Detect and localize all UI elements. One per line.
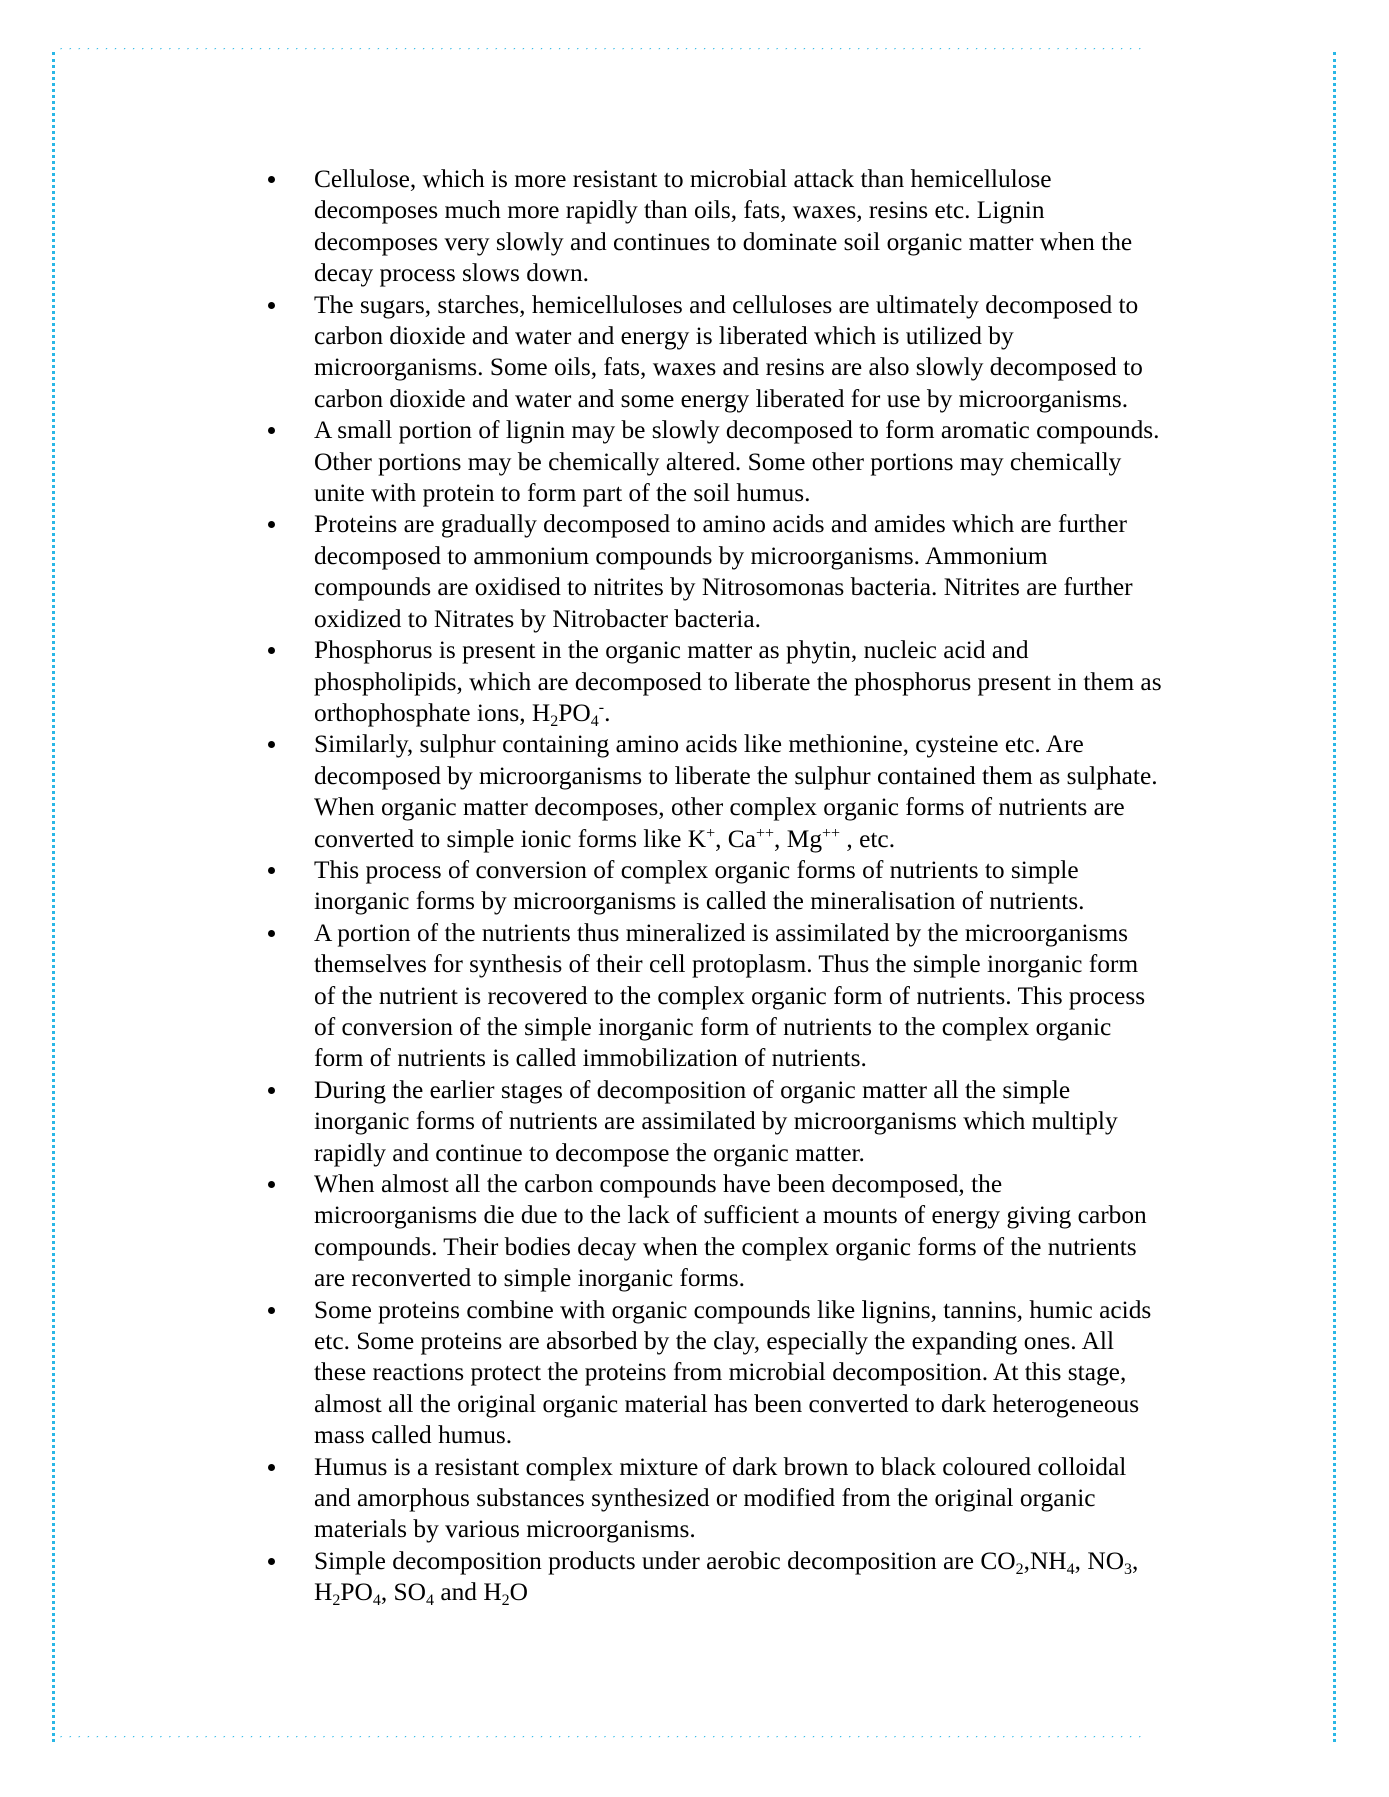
formula-text: . (604, 698, 611, 727)
subscript: 4 (590, 712, 599, 730)
line-text: Simple decomposition products under aerobic decomposition are (314, 1546, 981, 1575)
line-text: oxidized to Nitrates by Nitrobacter bacteria. (314, 604, 761, 633)
line-text: Other portions may be chemically altered. Some other portions may chemically (314, 447, 1122, 476)
line-text: carbon dioxide and water and energy is liberated which is utilized by (314, 322, 1014, 351)
line-text: decomposes very slowly and continues to dominate soil organic matter when the (314, 227, 1133, 256)
line-text: decomposed to ammonium compounds by microorganisms. Ammonium (314, 541, 1048, 570)
line-text: almost all the original organic material has been converted to dark heterogeneous (314, 1389, 1140, 1418)
formula-text: , Mg (774, 824, 823, 853)
line-text: When organic matter decomposes, other complex organic forms of nutrients are (314, 793, 1125, 822)
line-text: orthophosphate ions, (314, 698, 532, 727)
bullet-item (268, 509, 1228, 635)
formula-line (314, 698, 1228, 729)
line-text: compounds are oxidised to nitrites by Nitrosomonas bacteria. Nitrites are further (314, 573, 1133, 602)
line-text: rapidly and continue to decompose the organic matter. (314, 1138, 865, 1167)
line-text: Proteins are gradually decomposed to amino acids and amides which are further (314, 510, 1127, 539)
line-text: Humus is a resistant complex mixture of dark brown to black coloured colloidal (314, 1452, 1127, 1481)
line-text: of conversion of the simple inorganic form of nutrients to the complex organic (314, 1012, 1112, 1041)
bullet-dot-icon (268, 1181, 275, 1188)
border-glyphs: ′′′′′′′′′′′′′′′′′′′′′′′′′′′′′′′′′′′′′′′′′′′′′′′′′′′′′′′′′′′′′′′′′′′′′′′′′′′′′′′′′′′′′′′′′′′′′′′′′′′′′′′′′′′′′′′′′′′′′′′′ (60, 48, 1148, 56)
bullet-dot-icon (268, 647, 275, 654)
bullet-item (268, 1452, 1228, 1546)
bullet-item (268, 1075, 1228, 1169)
line-text: form of nutrients is called immobilization of nutrients. (314, 1044, 867, 1073)
line-text: This process of conversion of complex organic forms of nutrients to simple (314, 855, 1079, 884)
document-body (268, 164, 1228, 1609)
formula-text: and H (433, 1578, 502, 1607)
line-text: carbon dioxide and water and some energy liberated for use by microorganisms. (314, 384, 1129, 413)
line-text: Phosphorus is present in the organic matter as phytin, nucleic acid and (314, 636, 1029, 665)
formula-text: K (687, 824, 707, 853)
bullet-item (268, 918, 1228, 1075)
formula-text: PO (558, 698, 591, 727)
bullet-dot-icon (268, 302, 275, 309)
bullet-dot-icon (268, 1464, 275, 1471)
formula-text: CO (980, 1546, 1016, 1575)
formula-text: , NO (1074, 1546, 1125, 1575)
line-text: microorganisms. Some oils, fats, waxes and resins are also slowly decomposed to (314, 353, 1143, 382)
line-text: decay process slows down. (314, 259, 590, 288)
superscript: + (706, 824, 716, 842)
bullet-dot-icon (268, 1307, 275, 1314)
bullet-item (268, 855, 1228, 918)
line-text: When almost all the carbon compounds have been decomposed, the (314, 1170, 1003, 1198)
line-text: A portion of the nutrients thus mineralized is assimilated by the microorganisms (314, 918, 1129, 947)
superscript: ++ (756, 824, 775, 842)
bullet-list (268, 164, 1228, 1609)
formula-text: ,NH (1023, 1546, 1067, 1575)
bullet-dot-icon (268, 1558, 275, 1565)
bullet-dot-icon (268, 176, 275, 183)
line-text: During the earlier stages of decomposition of organic matter all the simple (314, 1075, 1071, 1104)
line-text: inorganic forms by microorganisms is called the mineralisation of nutrients. (314, 887, 1085, 916)
bullet-dot-icon (268, 521, 275, 528)
bullet-dot-icon (268, 427, 275, 434)
superscript: - (598, 698, 605, 716)
formula-text: H (314, 1578, 333, 1607)
formula-line (314, 824, 1228, 855)
subscript: 4 (425, 1592, 434, 1610)
bullet-item (268, 1169, 1228, 1295)
line-text: A small portion of lignin may be slowly decomposed to form aromatic compounds. (314, 416, 1160, 445)
line-text: Some proteins combine with organic compounds like lignins, tannins, humic acids (314, 1295, 1152, 1324)
page-border-top (60, 48, 1332, 56)
line-text: these reactions protect the proteins from microbial decomposition. At this stage, (314, 1358, 1127, 1387)
bullet-item (268, 290, 1228, 416)
line-text: Similarly, sulphur containing amino acids like methionine, cysteine etc. Are (314, 730, 1084, 759)
subscript: 3 (1124, 1560, 1133, 1578)
formula-text: , SO (380, 1578, 426, 1607)
formula-text: , Ca (715, 824, 756, 853)
bullet-dot-icon (268, 867, 275, 874)
formula-text: O (509, 1578, 529, 1607)
line-text: Cellulose, which is more resistant to microbial attack than hemicellulose (314, 165, 1052, 193)
line-text: decomposes much more rapidly than oils, fats, waxes, resins etc. Lignin (314, 196, 1045, 225)
line-text: and amorphous substances synthesized or modified from the original organic (314, 1484, 1096, 1513)
page-border-bottom (60, 1736, 1332, 1744)
subscript: 4 (1066, 1560, 1075, 1578)
bullet-item (268, 635, 1228, 729)
subscript: 2 (550, 712, 559, 730)
bullet-item (268, 164, 1228, 290)
subscript: 2 (332, 1592, 341, 1610)
line-text: inorganic forms of nutrients are assimilated by microorganisms which multiply (314, 1107, 1118, 1136)
line-text: mass called humus. (314, 1421, 513, 1450)
formula-text: H (531, 698, 551, 727)
bullet-item (268, 1295, 1228, 1452)
bullet-item (268, 729, 1228, 855)
subscript: 4 (372, 1592, 381, 1610)
formula-line (314, 1577, 1228, 1608)
line-text: microorganisms die due to the lack of sufficient a mounts of energy giving carbon (314, 1201, 1147, 1230)
subscript: 2 (1015, 1560, 1024, 1578)
formula-line (314, 1546, 1228, 1577)
formula-text: , (1132, 1546, 1139, 1575)
superscript: ++ (822, 824, 841, 842)
line-text: materials by various microorganisms. (314, 1515, 696, 1544)
subscript: 2 (501, 1592, 510, 1610)
formula-text: PO (340, 1578, 373, 1607)
line-text: decomposed by microorganisms to liberate the sulphur contained them as sulphate. (314, 761, 1158, 790)
border-glyphs: ′′′′′′′′′′′′′′′′′′′′′′′′′′′′′′′′′′′′′′′′′′′′′′′′′′′′′′′′′′′′′′′′′′′′′′′′′′′′′′′′′′′′′′′′′′′′′′′′′′′′′′′′′′′′′′′′′′′′′′′′ (60, 1736, 1148, 1744)
bullet-dot-icon (268, 1087, 275, 1094)
line-text: compounds. Their bodies decay when the complex organic forms of the nutrients (314, 1232, 1137, 1261)
line-text: etc. Some proteins are absorbed by the clay, especially the expanding ones. All (314, 1327, 1115, 1356)
line-text: unite with protein to form part of the soil humus. (314, 479, 811, 508)
line-text: are reconverted to simple inorganic forms. (314, 1264, 746, 1293)
bullet-dot-icon (268, 741, 275, 748)
line-text: of the nutrient is recovered to the complex organic form of nutrients. This process (314, 981, 1146, 1010)
line-text: phospholipids, which are decomposed to liberate the phosphorus present in them as (314, 667, 1162, 696)
bullet-dot-icon (268, 930, 275, 937)
line-text: The sugars, starches, hemicelluloses and celluloses are ultimately decomposed to (314, 290, 1139, 319)
line-text: themselves for synthesis of their cell protoplasm. Thus the simple inorganic form (314, 950, 1139, 979)
formula-text: , etc. (840, 824, 896, 853)
bullet-item (268, 415, 1228, 509)
bullet-item (268, 1546, 1228, 1609)
line-text: converted to simple ionic forms like (314, 824, 688, 853)
